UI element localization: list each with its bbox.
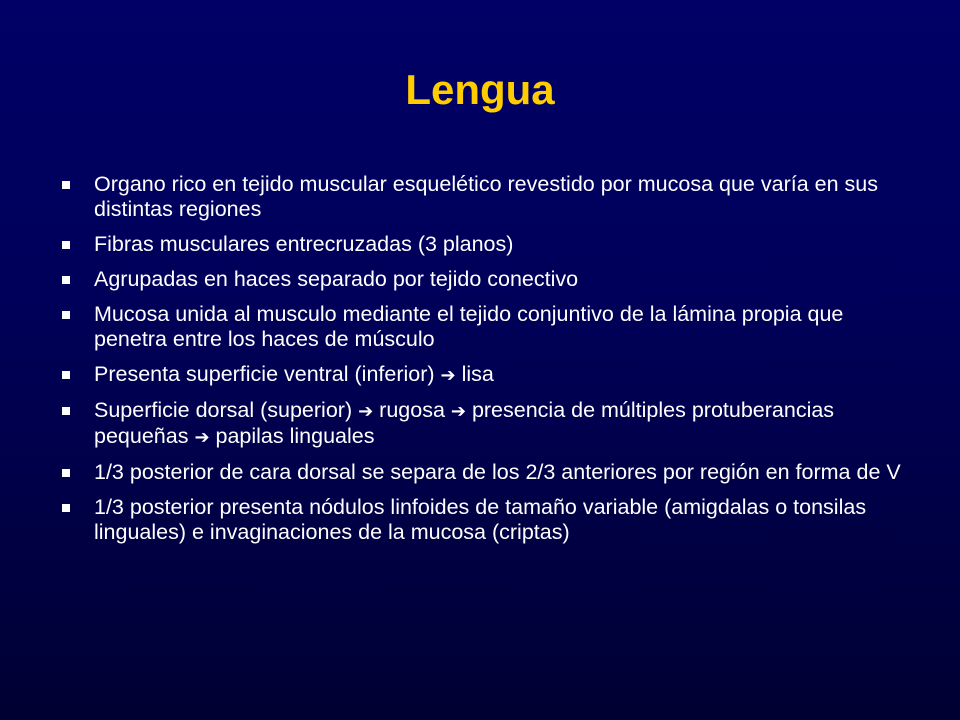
arrow-right-icon: ➔ bbox=[358, 401, 374, 422]
bullet-text: lisa bbox=[455, 362, 494, 386]
square-bullet-icon bbox=[62, 371, 70, 379]
slide-title: Lengua bbox=[405, 66, 555, 113]
square-bullet-icon bbox=[62, 407, 70, 415]
bullet-item bbox=[60, 362, 920, 388]
arrow-right-icon: ➔ bbox=[450, 401, 466, 422]
bullet-text: Presenta superficie ventral (inferior) bbox=[94, 362, 441, 386]
bullet-item bbox=[60, 172, 920, 222]
bullet-text: Fibras musculares entrecruzadas (3 planos) bbox=[94, 232, 514, 256]
bullet-text: papilas linguales bbox=[209, 424, 375, 448]
bullet-text: 1/3 posterior presenta nódulos linfoides de tamaño variable (amigdalas o tonsilas linguales) e invaginaciones de la mucosa (criptas) bbox=[94, 495, 867, 544]
square-bullet-icon bbox=[62, 241, 70, 249]
square-bullet-icon bbox=[62, 504, 70, 512]
bullet-item bbox=[60, 495, 920, 545]
bullet-list bbox=[60, 172, 920, 555]
bullet-text: Organo rico en tejido muscular esquelético revestido por mucosa que varía en sus distintas regiones bbox=[94, 172, 878, 221]
bullet-item bbox=[60, 232, 920, 257]
square-bullet-icon bbox=[62, 469, 70, 477]
arrow-right-icon: ➔ bbox=[194, 427, 210, 448]
square-bullet-icon bbox=[62, 311, 70, 319]
bullet-text: Mucosa unida al musculo mediante el tejido conjuntivo de la lámina propia que penetra entre los haces de músculo bbox=[94, 302, 844, 351]
arrow-right-icon: ➔ bbox=[440, 365, 456, 386]
bullet-item bbox=[60, 398, 920, 450]
bullet-text: 1/3 posterior de cara dorsal se separa de los 2/3 anteriores por región en forma de V bbox=[94, 460, 901, 484]
bullet-text: rugosa bbox=[373, 398, 451, 422]
bullet-item bbox=[60, 460, 920, 485]
bullet-item bbox=[60, 302, 920, 352]
bullet-item bbox=[60, 267, 920, 292]
bullet-text: presencia de múltiples protuberancias pequeñas bbox=[94, 398, 835, 448]
square-bullet-icon bbox=[62, 181, 70, 189]
bullet-text: Agrupadas en haces separado por tejido conectivo bbox=[94, 267, 579, 291]
bullet-text: Superficie dorsal (superior) bbox=[94, 398, 359, 422]
square-bullet-icon bbox=[62, 276, 70, 284]
